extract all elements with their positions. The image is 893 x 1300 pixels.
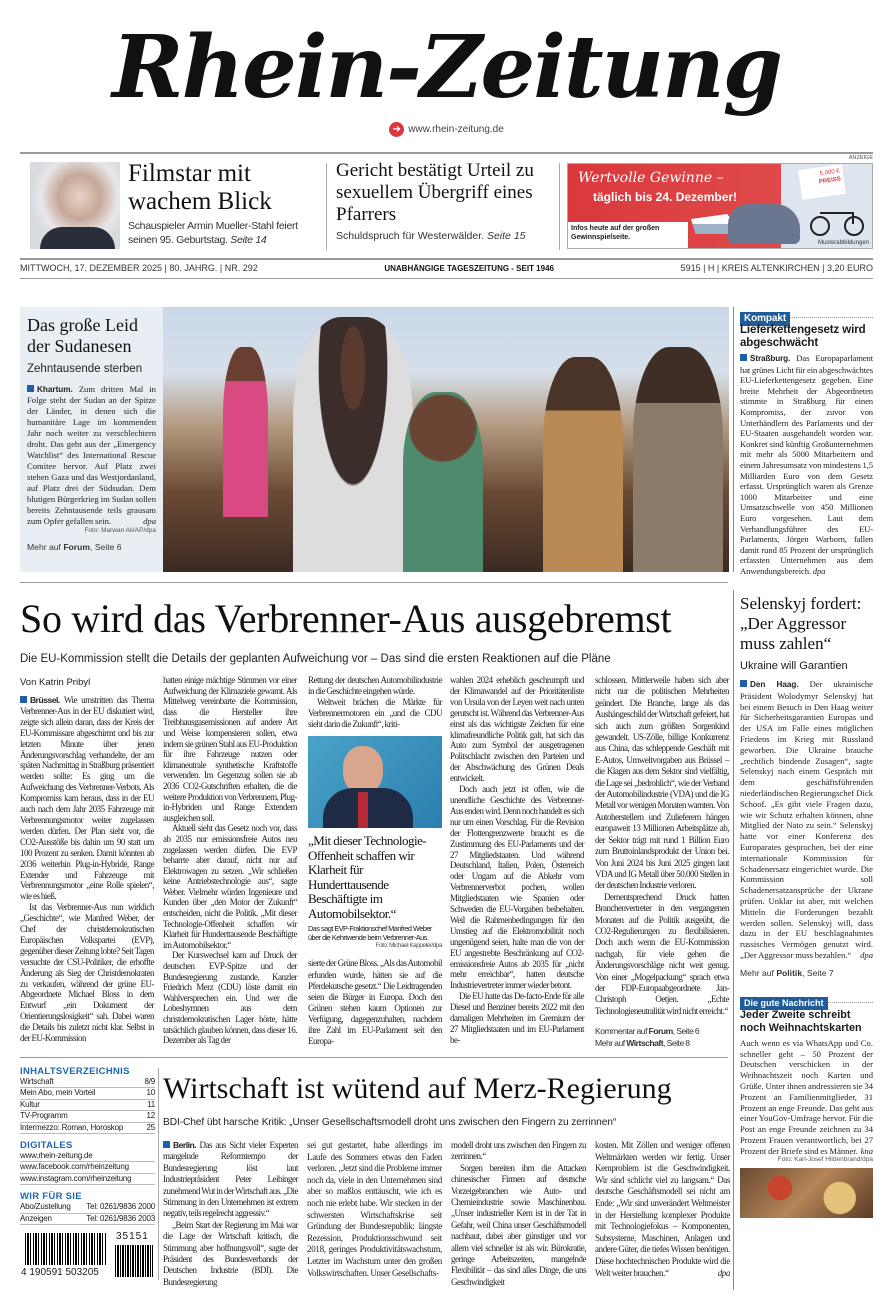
right-column — [740, 594, 873, 1218]
mueller-stahl-photo — [30, 162, 120, 249]
info-sidebar: INHALTSVERZEICHNIS Wirtschaft 8/9 Mein Abo, mein Vorteil 10 Kultur 11 TV-Programm 12 Intermezzo: Roman, Horoskop 25 DIGITALES www.rhein-zeitung.de www.facebook.com/rheinzeitung www.instagram.com/rheinzeitung WIR FÜR SIE Abo/Zustellung Tel: 0261/9836 2000 Anzeigen Tel: 0261/9836 2003 4 190591 503205 35151 — [20, 1066, 155, 1281]
teaser-page: Seite 15 — [486, 230, 526, 242]
masthead-url[interactable]: ➔ www.rhein-zeitung.de — [0, 122, 893, 138]
ref-forum[interactable]: Kommentar auf Forum, Seite 6 — [595, 1026, 700, 1037]
bullet-square-icon — [163, 1141, 170, 1148]
wirtschaft-col-4: kosten. Mit Zöllen und weniger offenen Weltmärkten werden wir fertig. Unser Kernproblem ist die Geschwindigkeit. Wir sind schlicht viel zu langsam.“ Das deutsche Geschäftsmodell sei nicht am Ende: „Wir sind unverändert Weltmeister in der Herstellung komplexer Produkte mit Technologiefokus – Komponenten, Subsysteme, Maschinen, Anlagen und andere Güter, die tiefes Wissen benötigen. Diese hochtechnischen Produkte wird die Welt weiter brauchen.“ dpa — [595, 1140, 730, 1278]
dateline-slogan: UNABHÄNGIGE TAGESZEITUNG - SEIT 1946 — [384, 264, 554, 273]
contact-row: Abo/Zustellung Tel: 0261/9836 2000 — [20, 1202, 155, 1213]
lead-col-3-bottom: sierte der Grüne Bloss. „Als das Automobil erfunden wurde, hätten sie auf die Pferdekutsche gesetzt.“ Die Leidtragenden seien die Bürger in Europa. Doch den Grünen stehen kaum Optionen zur Verfügung, dagegenzuhalten, nachdem ihre Zahl im EU-Parlament seit den Europa- — [308, 958, 442, 1047]
selenskyj-article[interactable]: Selenskyj fordert: „Der Aggressor muss zahlen“ Ukraine will Garantien Den Haag. Der ukrainische Präsident Wolodymyr Selenskyj hat bei einem Besuch in Den Haag weiter für Sicherheitsgarantien Europas und der USA im Falle eines möglichen Friedens im Krieg mit Russland geworben. Die Ukraine brauche „rechtlich bindende Zusagen“, sagte Selenskyj nach einem Gespräch mit dem geschäftsführenden niederländischen Regierungschef Dick Schoof. „Es gibt viele Fragen dazu, wie wir Schutz erhalten können, ohne Mitglied der Nato zu sein.“ Selenskyj hatte vor einer Konferenz des Europarates gesprochen, bei der eine internationale Kommission für Schadenersatz eingerichtet wurde. Die Kommission soll Schadenersatzansprüche der Ukrane prüfen. Unklar ist aber, mit welchen Mitteln die Forderungen bezahlt werden sollen. Selenskyj will, dass dazu in der EU beschlagnahmtes russisches Vermögen genutzt wird. „Der Aggressor muss bezahlen.“ dpa Mehr auf Politik, Seite 7 — [740, 594, 873, 978]
wirtschaft-subline: BDI-Chef übt harsche Kritik: „Unser Gesellschaftsmodell droht uns zwischen den Fingern zu zerrinnen“ — [163, 1117, 617, 1128]
ad-label: ANZEIGE — [848, 155, 873, 161]
bullet-square-icon — [27, 385, 34, 392]
car-image — [728, 204, 800, 244]
selenskyj-subline: Ukraine will Garantien — [740, 660, 848, 672]
lead-col-3: Rettung der deutschen Automobilindustrie in die Geschichte eingehen würde. Weltweit brächen die Märkte für Verbrennermotoren ein „und die CDU sieht darin die Zukunft“, kriti- „Mit dieser Technologie-Offenheit schaffen wir Klarheit für Hunderttausende Beschäftigte im Automobilsektor.“ Das sagt EVP-Fraktionschef Manfred Weber über die Kehrtwende beim Verbrenner-Aus. Foto: Michael Kappeler/dpa sierte der Grüne Bloss. „Als das Automobil erfunden wurde, hätten sie auf die Pferdekutsche gesetzt.“ Die Leidtragenden seien die Bürger in Europa. Doch den Grünen stehen kaum Optionen zur Verfügung, dagegenzuhalten, nachdem ihre Zahl im EU-Parlament seit den Europa- — [308, 675, 442, 1047]
toc-item[interactable]: Intermezzo: Roman, Horoskop 25 — [20, 1123, 155, 1134]
bullet-square-icon — [740, 680, 747, 687]
quote-text: „Mit dieser Technologie-Offenheit schaffen wir Klarheit für Hunderttausende Beschäftigte im Automobilsektor.“ — [308, 833, 427, 921]
kompakt-headline: Lieferkettengesetz wird abgeschwächt — [740, 324, 866, 349]
kompakt-box[interactable]: Kompakt Lieferkettengesetz wird abgeschwächt Straßburg. Das Europaparlament hat grünes Licht für ein abgeschwächtes EU-Lieferkettengesetz gegeben. Eine breite Mehrheit der Abgeordneten stimmte in Straßburg für einen Kompromiss, der zuvor von Unterhändlern des Parlaments und der EU-Staaten ausgehandelt worden war. Konkret sind künftig Großunternehmen mit mehr als 5000 Mitarbeitern und einem Jahresumsatz von mindestens 1,5 Milliarden Euro von dem Gesetz erfasst. Ursprünglich waren als Grenze 1000 Mitarbeiter und eine Umsatzschwelle von 450 Millionen Euro vorgesehen. Laut dem Verhandlungsführer des EU-Parlaments, Jörgen Warborn, fallen damit rund 85 Prozent der ursprünglich erfassten Unternehmen aus dem Anwendungsbereich. dpa — [740, 306, 873, 576]
digital-link[interactable]: www.instagram.com/rheinzeitung — [20, 1174, 155, 1185]
bullet-square-icon — [20, 696, 27, 703]
sudan-box[interactable] — [20, 307, 163, 572]
arrow-icon: ➔ — [389, 122, 404, 137]
selenskyj-headline: Selenskyj fordert: „Der Aggressor muss zahlen“ — [740, 594, 862, 653]
toc-list — [20, 1077, 155, 1134]
weber-photo — [308, 736, 442, 828]
bullet-square-icon — [740, 354, 747, 361]
ad-line2: täglich bis 24. Dezember! — [593, 190, 738, 204]
toc-item[interactable]: TV-Programm 12 — [20, 1111, 155, 1122]
bike-icon — [810, 208, 866, 236]
christmas-cards-photo — [740, 1168, 873, 1218]
lead-col-2: hatten einige mächtige Stimmen vor einer Aufweichung der Klimaziele gewarnt. Als Mittelweg vereinbarte die Kommission, dass die Hersteller ihre Treibhausgasemissionen auf andere Art und Weise kompensieren sollen, etwa indem sie grünen Stahl aus EU-Produktion für ihre Fahrzeuge nutzen oder klimaneutrale synthetische Kraftstoffe verwenden. Im Gegenzug sollen sie ab 2036 CO2-Gutschriften erhalten, die die weitere Produktion von Verbrennern, Plug-in-Hybriden und Range Extendern ausgleichen soll. Aktuell sieht das Gesetz noch vor, dass ab 2035 nur emissionsfreie Autos neu zugelassen werden dürfen. Die EVP beharrte aber darauf, nicht nur auf Elektrowagen zu setzen. „Wir schließen keine Antriebstechnologie aus“, sagte Weber. Vielmehr würden Ingenieure und Kunden über „den Motor der Zukunft“ entscheiden, nicht die Politik. „Mit dieser Technologie-Offenheit schaffen wir Klarheit für Hunderttausende Beschäftigte im Automobilsektor.“ Der Kurswechsel kam auf Druck der deutschen EVP-Spitze und der Bundesregierung zustande. Kanzler Friedrich Merz (CDU) löste damit ein Wahlversprechen ein. Und wer die Lobeshymnen aus dem christdemokratischen Lager hörte, hätte tatsächlich glauben können, dass dieser 16. Dezember als Tag der — [163, 675, 297, 1046]
good-news-label: Die gute Nachricht — [740, 997, 828, 1010]
ad-banner[interactable] — [567, 163, 873, 249]
toc-item[interactable]: Mein Abo, mein Vorteil 10 — [20, 1088, 155, 1099]
digital-link[interactable]: www.facebook.com/rheinzeitung — [20, 1162, 155, 1173]
lead-col-4: wahlen 2024 erheblich geschrumpft und der Klimawandel auf der Prioritätenliste von Ursula von der Leyen weit nach unten gerutscht ist. Während das Verbrenner-Aus einst als das wichtigste Zeichen für eine klimafreundliche Politik galt, hat sich das Auto zum Symbol der ausgetragenen Politschlacht zwischen den Parteien und der Abschwächung des Grünen Deals entwickelt. Doch auch jetzt ist offen, wie die unendliche Geschichte des Verbrenner-Aus enden wird. Denn noch handelt es sich nur um einen Vorschlag. Für die Revision der Flottengrenzwerte braucht es die Zustimmung des EU-Parlaments und der 27 Mitgliedstaaten. Und während Deutschland, Italien, Polen, Österreich oder Ungarn auf die Abkehr vom Verbrennerverbot pochen, wollen Mitgliedstaaten wie Spanien oder Schweden die EU-Vorgaben beibehalten. Weil die Rahmenbedingungen für den Umstieg auf die Elektromobilität noch ungenügend seien, halte man die von der EU angestrebte Beschränkung auf CO2-emissionsfreie Autos ab 2035 für „nicht mehr erreichbar“, hatten deutsche Industrievertreter immer wieder betont. Die EU hatte das De-facto-Ende für alle Diesel und Benziner bereits 2022 mit den damaligen Mehrheiten im Gremium der 27 Mitgliedstaaten und im EU-Parlament be- — [450, 675, 584, 1045]
teaser-subline: Schuldspruch für Westerwälder. — [336, 230, 485, 242]
wirtschaft-col-3: modell droht uns zwischen den Fingern zu zerrinnen.“ Sorgen bereiten ihm die Attacken chinesischer Firmen auf deutsche Vorzeigebranchen wie Auto- und Chemieindustrie sowie Maschinenbau. „Unser industrieller Kern ist in der Tat in Gefahr, weil China unser Geschäftsmodell nachbaut, dabei aber günstiger und vor allem viel schneller ist als wir. Bürokratie, geringe Arbeitszeiten, mangelnde Flexibilität – das sind alles Dinge, die uns Geschwindigkeit — [451, 1140, 586, 1287]
lead-author: Von Katrin Pribyl — [20, 677, 91, 688]
weber-quote: „Mit dieser Technologie-Offenheit schaffen wir Klarheit für Hunderttausende Beschäftigte im Automobilsektor.“ Das sagt EVP-Fraktionschef Manfred Weber über die Kehrtwende beim Verbrenner-Aus. Foto: Michael Kappeler/dpa — [308, 833, 442, 950]
wirtschaft-headline[interactable]: Wirtschaft ist wütend auf Merz-Regierung — [163, 1072, 672, 1105]
ad-badge: 5.000 € PREISS — [798, 164, 846, 200]
teaser-headline: Filmstar mit wachem Blick — [128, 160, 272, 215]
sudan-headline: Das große Leid der Sudanesen — [27, 315, 138, 356]
ref-wirtschaft[interactable]: Mehr auf Wirtschaft, Seite 8 — [595, 1038, 690, 1049]
teaser-page: Seite 14 — [230, 234, 267, 246]
wirtschaft-col-1: Berlin. Das aus Sicht vieler Experten mangelnde Reformtempo der Bundesregierung löst laut Industriepräsident Peter Leibinger zunehmend Wut in der Wirtschaft aus. „Die Stimmung in den Unternehmen ist extrem negativ, teils regelrecht aggressiv.“ „Beim Start der Regierung im Mai war die Lage der Wirtschaft kritisch, die Stimmung aber hoffnungsvoll“, sagte der Präsident des Bundesverbands der Deutschen Industrie (BDI). Die Bundesregierung — [163, 1140, 298, 1287]
masthead-logo: Rhein-Zeitung — [112, 17, 781, 118]
wirtschaft-col-2: sei gut gestartet, habe allerdings im Laufe des Sommers etwas den Faden verloren. „Jetzt sind die Probleme immer noch da, viele in den Unternehmen sind aber so maßlos enttäuscht, wie ich es noch nie erlebt habe. Wir stecken in der schwersten Wirtschaftskrise seit Gründung der Bundesrepublik: längste Rezession, Produktionsschwund seit 2018, geringes Produktivitätswachstum, Letzter im Wachstum unter den großen Volkswirtschaften. Unser Gesellschafts- — [307, 1140, 442, 1278]
digital-link[interactable]: www.rhein-zeitung.de — [20, 1151, 155, 1162]
dateline-price: 5915 | H | KREIS ALTENKIRCHEN | 3,20 EURO — [680, 263, 873, 273]
masthead — [0, 18, 893, 118]
lead-subline: Die EU-Kommission stellt die Details der geplanten Aufweichung vor – Das sind die ersten Reaktionen auf die Pläne — [20, 653, 611, 665]
quote-caption: Das sagt EVP-Fraktionschef Manfred Weber über die Kehrtwende beim Verbrenner-Aus. — [308, 924, 432, 943]
toc-item[interactable]: Kultur 11 — [20, 1100, 155, 1111]
good-news-headline: Jeder Zweite schreibt noch Weihnachtskarten — [740, 1008, 862, 1034]
lead-col-1: Brüssel. Wie umstritten das Thema Verbrenner-Aus in der EU diskutiert wird, zeigte sich allein daran, dass der Kreis der EU-Kommissare abgeschirmt und bis zur letzten Minute über jenen Änderungsvorschlag verhandelte, der am späten Nachmittag in Straßburg präsentiert werden sollte: Es ging um die Aufweichung des Verbrenner-Verbots. Als Kompromiss kam heraus, dass in der EU auch nach dem Jahr 2035 Fahrzeuge mit Verbrennungsmotor weiter zugelassen werden dürfen. Der Plan sieht vor, die CO2-Ausstöße bis dahin um 90 statt um 100 Prozent zu senken. Damit könnten ab 2036 weiterhin Plug-in-Hybride, Range Extender und Fahrzeuge mit Verbrennungsmotor „eine Rolle spielen“, wie es hieß. Ist das Verbrenner-Aus nun wirklich „Geschichte“, wie Manfred Weber, der Chef der christdemokratischen Europäischen Volkspartei (EVP), gegenüber dieser Zeitung lobte? Seit Tagen versuchte der CSU-Politiker, die erhoffte Änderung als Sieg der Christdemokraten zu verkaufen, während der grüne EU-Abgeordnete Michael Bloss in dem Entwurf „ein Dokument der Orientierungslosigkeit“ sah. Dabei waren die Details bis zuletzt nicht klar. Selbst in der EU-Kommission — [20, 695, 154, 1044]
good-news-credit: Foto: Karl-Josef Hildenbrand/dpa — [777, 1156, 873, 1164]
ad-info: Infos heute auf der großen Gewinnspielseite. — [571, 225, 660, 241]
teaser-subline: Schauspieler Armin Mueller-Stahl feiert seinen 95. Geburtstag. — [128, 220, 298, 246]
kompakt-label: Kompakt — [740, 312, 790, 326]
lead-col-5: schlossen. Mittlerweile haben sich aber nicht nur die politischen Mehrheiten geändert. Die Branche, lange als das Aushängeschild der Wirtschaft gefeiert, hat sich auch zum größten Sorgenkind gewandelt. US-Zölle, billige Konkurrenz aus China, das schleppende Geschäft mit E-Autos, Umweltvorgaben aus Brüssel – die Klagen aus dem Sektor sind vielfältig, die Lage sei „bedrohlich“, wie der Verband der Automobilindustrie (VDA) und die IG Metall vor wenigen Monaten warnten. Von Autoherstellern und Zulieferern hängen europaweit 13 Millionen Arbeitsplätze ab, der Sektor trägt mit rund 1 Billion Euro zum Bruttoinlandsprodukt der Union bei. Von Juni 2024 bis Juni 2025 gingen laut VDA und IG Metall über 50.000 Stellen in der deutschen Industrie verloren. Dementsprechend Druck hatten Branchenvertreter in den vergangenen Monaten auf die Politik ausgeübt, die CO2-Regulierungen zu flexibilisieren. Doch auch wenn die EU-Kommission nachgab, für viele gehen die Änderungsvorschläge nicht weit genug. Von einer „Mogelpackung“ sprach etwa der FDP-Europaabgeordnete Jan-Christoph Oetjen. „Echte Technologieneutralität wird nicht erreicht.“ Kommentar auf Forum, Seite 6 Mehr auf Wirtschaft, Seite 8 — [595, 675, 729, 1049]
toc-item[interactable]: Wirtschaft 8/9 — [20, 1077, 155, 1088]
teaser-pfarrer[interactable] — [336, 160, 554, 243]
dateline — [20, 263, 873, 274]
teaser-mueller-stahl[interactable] — [128, 160, 323, 247]
teaser-headline: Gericht bestätigt Urteil zu sexuellem Übergriff eines Pfarrers — [336, 160, 534, 225]
barcode: 4 190591 503205 35151 — [20, 1231, 155, 1281]
good-news-article[interactable]: Die gute Nachricht Jeder Zweite schreibt noch Weihnachtskarten Auch wenn es via WhatsApp und Co. schneller geht – 50 Prozent der Deutschen verschicken in der Weihnachtszeit noch Karten und Grüße. Unter ihnen andressieren sie 34 Prozent an Familienmitglieder, 31 Prozent an enge Freunde. Das geht aus einer YouGov-Umfrage hervor. Für die Post an enge Freunde zeichnen zu 34 Prozent Frauen verantwortlich, bei 27 Prozent der Briefe sind es Männer. kna Foto: Karl-Josef Hildenbrand/dpa — [740, 991, 873, 1165]
sudan-photo — [163, 307, 729, 572]
ad-note: Musterabbildungen — [817, 240, 869, 246]
dateline-date: MITTWOCH, 17. DEZEMBER 2025 | 80. JAHRG. | NR. 292 — [20, 263, 258, 273]
ad-line1: Wertvolle Gewinne – — [578, 170, 724, 186]
sudan-subline: Zehntausende sterben — [27, 363, 143, 375]
contact-row: Anzeigen Tel: 0261/9836 2003 — [20, 1214, 155, 1225]
lead-headline[interactable]: So wird das Verbrenner-Aus ausgebremst — [20, 596, 672, 641]
sudan-content: Das große Leid der Sudanesen Zehntausende sterben Khartum. Zum dritten Mal in Folge steht der Sudan an der Spitze der Länder, in denen sich die humanitäre Lage im kommenden Jahr noch weiter zu verschlechtern droht. Das geht aus der „Emergency Watchlist“ des International Rescue Comitee hervor. Auf Platz zwei stehen Gaza und das Westjordanland, auf Platz drei der Südsudan. Dem blutigen Bürgerkrieg im Sudan sollen bereits Zehntausende teils grausam zum Opfer gefallen sein. dpa Foto: Marwan Ali/AP/dpa Mehr auf Forum, Seite 6 — [27, 315, 156, 552]
